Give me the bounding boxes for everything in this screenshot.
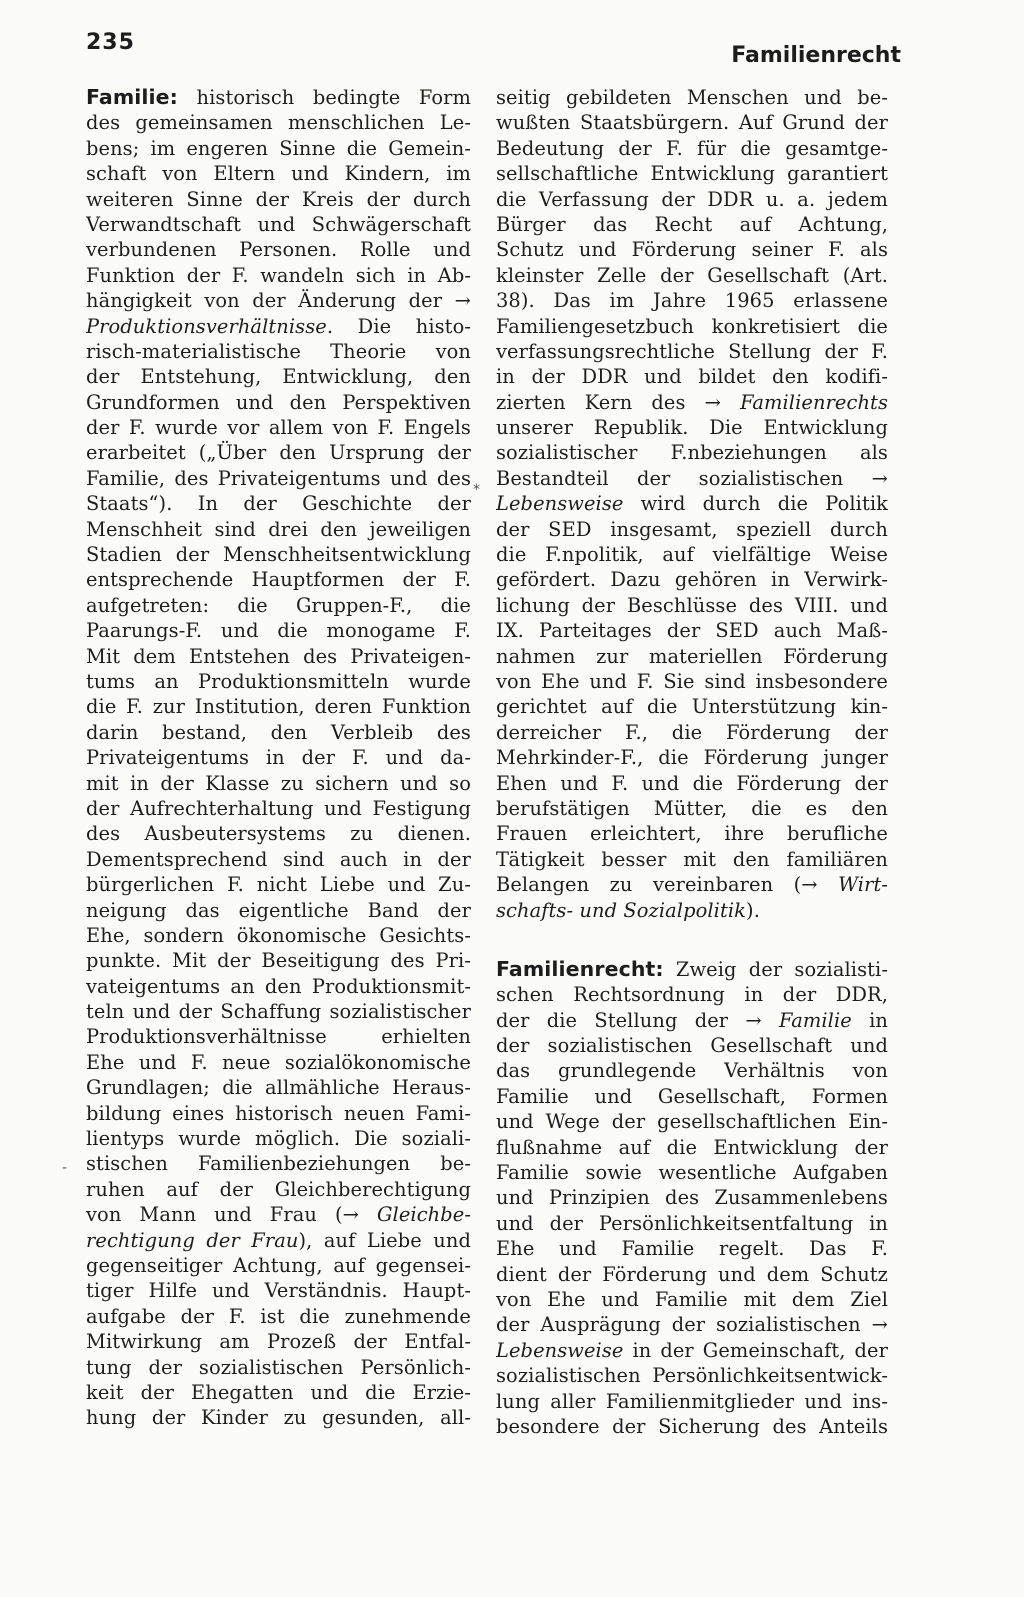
text-segment: neigung das eigentliche Band der	[86, 898, 471, 922]
text-segment: von Mann und Frau (→	[86, 1203, 377, 1227]
text-segment: das grundlegende Verhältnis von	[496, 1059, 888, 1083]
text-line	[86, 1380, 471, 1405]
entry-familie-continuation	[496, 85, 888, 923]
text-line	[86, 745, 471, 770]
text-segment: derreicher F., die Förderung der	[496, 720, 888, 744]
text-segment: die Verfassung der DDR u. a. jedem	[496, 187, 888, 211]
margin-dash-mark: -	[62, 1160, 68, 1176]
text-segment: in der Gemeinschaft, der	[623, 1338, 888, 1362]
text-line	[86, 974, 471, 999]
text-line	[86, 85, 471, 110]
text-segment: unserer Republik. Die Entwicklung	[496, 416, 888, 440]
text-segment: besondere der Sicherung des Anteils	[496, 1414, 888, 1438]
text-segment: Menschheit sind drei den jeweiligen	[86, 517, 471, 541]
text-line	[86, 390, 471, 415]
text-line	[496, 1236, 888, 1261]
text-segment: Die histo-	[333, 314, 471, 338]
text-line	[496, 1312, 888, 1337]
text-line	[496, 1033, 888, 1058]
text-line	[496, 669, 888, 694]
text-segment: keit der Ehegatten und die Erzie-	[86, 1380, 471, 1404]
text-line	[86, 517, 471, 542]
text-segment: Ehe und Familie regelt. Das F.	[496, 1237, 888, 1261]
text-segment: lung aller Familienmitglieder und ins-	[496, 1389, 888, 1413]
text-segment: Ehe und F. neue sozialökonomische	[86, 1050, 471, 1074]
text-line	[496, 898, 888, 923]
page-number: 235	[86, 30, 135, 55]
text-segment: 38). Das im Jahre 1965 erlassene	[496, 289, 888, 313]
text-segment: Familie und Gesellschaft, Formen	[496, 1084, 888, 1108]
text-line	[86, 847, 471, 872]
text-segment: weiteren Sinne der Kreis der durch	[86, 187, 471, 211]
text-line	[86, 491, 471, 516]
text-line	[496, 110, 888, 135]
text-segment: tiger Hilfe und Verständnis. Haupt-	[86, 1279, 471, 1303]
text-line	[496, 440, 888, 465]
text-line	[86, 1126, 471, 1151]
text-line	[496, 237, 888, 262]
text-line	[496, 263, 888, 288]
text-line	[86, 110, 471, 135]
text-segment: entsprechende Hauptformen der F.	[86, 568, 471, 592]
cross-reference: Wirt-	[838, 873, 888, 897]
text-line	[496, 618, 888, 643]
text-segment: die F. zur Institution, deren Funktion	[86, 695, 471, 719]
text-segment: stischen Familienbeziehungen be-	[86, 1152, 471, 1176]
text-segment: Bedeutung der F. für die gesamtge-	[496, 136, 888, 160]
text-segment: bürgerlichen F. nicht Liebe und Zu-	[86, 873, 471, 897]
text-segment: zierten Kern des →	[496, 390, 741, 414]
text-segment: Tätigkeit besser mit den familiären	[496, 847, 888, 871]
text-segment: Bürger das Recht auf Achtung,	[496, 212, 888, 236]
text-segment: darin bestand, den Verbleib des	[86, 720, 471, 744]
cross-reference: Familienrechts	[740, 390, 888, 414]
text-line	[86, 1151, 471, 1176]
text-segment: der SED insgesamt, speziell durch	[496, 517, 888, 541]
text-segment: verfassungsrechtliche Stellung der F.	[496, 339, 888, 363]
cross-reference: schafts- und Sozialpolitik	[496, 898, 747, 922]
text-line	[86, 1075, 471, 1100]
text-segment: flußnahme auf die Entwicklung der	[496, 1135, 888, 1159]
text-line	[86, 644, 471, 669]
text-segment: der sozialistischen Gesellschaft und	[496, 1034, 888, 1058]
text-line	[86, 466, 471, 491]
text-line	[496, 1363, 888, 1388]
text-segment: gefördert. Dazu gehören in Verwirk-	[496, 568, 888, 592]
text-line	[496, 982, 888, 1007]
right-column	[496, 85, 888, 1439]
cross-reference: Familie	[778, 1008, 852, 1032]
text-segment: und Prinzipien des Zusammenlebens	[496, 1186, 888, 1210]
text-segment: ruhen auf der Gleichberechtigung	[86, 1177, 471, 1201]
text-line	[496, 1389, 888, 1414]
text-segment: vateigentums an den Produktionsmit-	[86, 974, 471, 998]
text-segment: der Entstehung, Entwicklung, den	[86, 365, 471, 389]
text-line	[496, 593, 888, 618]
text-line	[86, 440, 471, 465]
text-line	[496, 314, 888, 339]
text-line	[496, 720, 888, 745]
left-column	[86, 85, 471, 1431]
text-segment: aufgabe der F. ist die zunehmende	[86, 1304, 471, 1328]
text-segment: Paarungs-F. und die monogame F.	[86, 619, 471, 643]
text-segment: in der DDR und bildet den kodifi-	[496, 365, 888, 389]
text-line	[496, 1008, 888, 1033]
text-line	[86, 237, 471, 262]
text-segment: aufgetreten: die Gruppen-F., die	[86, 593, 471, 617]
text-line	[86, 1405, 471, 1430]
text-line	[496, 745, 888, 770]
text-line	[496, 1211, 888, 1236]
text-line	[496, 212, 888, 237]
text-line	[86, 694, 471, 719]
text-line	[496, 1287, 888, 1312]
text-line	[496, 1185, 888, 1210]
text-segment: verbundenen Personen. Rolle und	[86, 238, 471, 262]
text-segment: risch-materialistische Theorie von	[86, 339, 471, 363]
text-segment: Funktion der F. wandeln sich in Ab-	[86, 263, 471, 287]
cross-reference: rechtigung der Frau	[86, 1228, 299, 1252]
text-segment: schaft von Eltern und Kindern, im	[86, 162, 471, 186]
text-segment: Produktionsverhältnisse erhielten	[86, 1025, 471, 1049]
text-line	[86, 567, 471, 592]
text-segment: seitig gebildeten Menschen und be-	[496, 86, 888, 109]
text-segment: Mehrkinder-F., die Förderung junger	[496, 746, 888, 770]
text-segment: sozialistischen Persönlichkeitsentwick-	[496, 1364, 888, 1388]
text-segment: lichung der Beschlüsse des VIII. und	[496, 593, 888, 617]
text-segment: ), auf Liebe und	[298, 1228, 471, 1252]
text-line	[86, 542, 471, 567]
cross-reference: Produktionsverhältnisse.	[86, 314, 334, 338]
text-line	[496, 364, 888, 389]
text-line	[86, 872, 471, 897]
text-segment: punkte. Mit der Beseitigung des Pri-	[86, 949, 471, 973]
text-segment: Familie sowie wesentliche Aufgaben	[496, 1161, 888, 1185]
text-segment: wird durch die Politik	[623, 492, 888, 516]
text-segment: von Ehe und F. Sie sind insbesondere	[496, 669, 888, 693]
text-line	[86, 187, 471, 212]
text-segment: mit in der Klasse zu sichern und so	[86, 771, 471, 795]
text-line	[496, 339, 888, 364]
text-line	[86, 796, 471, 821]
text-segment: Ehen und F. und die Förderung der	[496, 771, 888, 795]
text-segment: kleinster Zelle der Gesellschaft (Art.	[496, 263, 888, 287]
text-line	[496, 771, 888, 796]
text-segment: ).	[746, 898, 760, 922]
text-segment: in	[851, 1008, 888, 1032]
text-line	[496, 1262, 888, 1287]
text-segment: des Ausbeutersystems zu dienen.	[86, 822, 471, 846]
text-line	[496, 1109, 888, 1134]
text-line	[496, 415, 888, 440]
text-segment: tung der sozialistischen Persönlich-	[86, 1355, 471, 1379]
text-segment: die F.npolitik, auf vielfältige Weise	[496, 543, 888, 567]
entry-gap	[496, 923, 888, 957]
running-head: Familienrecht	[731, 43, 901, 68]
text-line	[496, 821, 888, 846]
text-line	[496, 644, 888, 669]
text-line	[496, 466, 888, 491]
text-segment: Privateigentums in der F. und da-	[86, 746, 471, 770]
text-segment: der Ausprägung der sozialistischen →	[496, 1313, 888, 1337]
text-line	[86, 1101, 471, 1126]
text-line	[496, 85, 888, 110]
text-line	[496, 1414, 888, 1439]
text-line	[86, 161, 471, 186]
text-segment: berufstätigen Mütter, die es den	[496, 796, 888, 820]
text-line	[86, 771, 471, 796]
text-line	[496, 847, 888, 872]
text-segment: der die Stellung der →	[496, 1008, 779, 1032]
text-line	[86, 1050, 471, 1075]
text-line	[496, 491, 888, 516]
text-segment: und der Persönlichkeitsentfaltung in	[496, 1211, 888, 1235]
text-segment: Mitwirkung am Prozeß der Entfal-	[86, 1330, 471, 1354]
text-segment: hängigkeit von der Änderung der →	[86, 289, 471, 313]
text-line	[86, 898, 471, 923]
text-segment: nahmen zur materiellen Förderung	[496, 644, 888, 668]
text-line	[86, 948, 471, 973]
text-segment: und Wege der gesellschaftlichen Ein-	[496, 1110, 888, 1134]
text-segment: lientyps wurde möglich. Die soziali-	[86, 1127, 471, 1151]
text-line	[86, 1202, 471, 1227]
text-line	[496, 1058, 888, 1083]
text-line	[496, 567, 888, 592]
text-segment: Staats“). In der Geschichte der	[86, 492, 471, 516]
text-line	[86, 1253, 471, 1278]
text-segment: Dementsprechend sind auch in der	[86, 847, 471, 871]
text-segment: Belangen zu vereinbaren (→	[496, 873, 839, 897]
text-line	[496, 288, 888, 313]
text-segment: von Ehe und Familie mit dem Ziel	[496, 1287, 888, 1311]
cross-reference: Lebensweise	[496, 492, 624, 516]
text-line	[86, 1228, 471, 1253]
text-line	[496, 957, 888, 982]
text-segment: Schutz und Förderung seiner F. als	[496, 238, 888, 262]
text-line	[496, 694, 888, 719]
text-segment: der Aufrechterhaltung und Festigung	[86, 796, 471, 820]
text-line	[86, 1355, 471, 1380]
text-segment: Grundlagen; die allmähliche Heraus-	[86, 1076, 471, 1100]
text-segment: der F. wurde vor allem von F. Engels	[86, 416, 471, 440]
text-line	[496, 136, 888, 161]
text-line	[86, 314, 471, 339]
text-segment: IX. Parteitages der SED auch Maß-	[496, 619, 888, 643]
text-segment: teln und der Schaffung sozialistischer	[86, 1000, 471, 1024]
text-segment: schen Rechtsordnung in der DDR,	[496, 983, 888, 1007]
text-line	[86, 263, 471, 288]
headword: Familienrecht:	[496, 956, 664, 981]
text-line	[86, 593, 471, 618]
text-line	[496, 542, 888, 567]
text-segment: gerichtet auf die Unterstützung kin-	[496, 695, 888, 719]
text-line	[86, 1329, 471, 1354]
text-line	[496, 1160, 888, 1185]
text-line	[496, 1338, 888, 1363]
text-segment: sozialistischer F.nbeziehungen als	[496, 441, 888, 465]
text-line	[86, 923, 471, 948]
text-line	[496, 187, 888, 212]
text-line	[86, 1278, 471, 1303]
text-segment: sellschaftliche Entwicklung garantiert	[496, 162, 888, 186]
entry-familienrecht	[496, 957, 888, 1439]
text-segment: Grundformen und den Perspektiven	[86, 390, 471, 414]
margin-asterisk-mark: *	[473, 482, 480, 498]
text-segment: Familie, des Privateigentums und des	[86, 466, 471, 490]
text-line	[86, 288, 471, 313]
text-line	[496, 1084, 888, 1109]
text-segment: bildung eines historisch neuen Fami-	[86, 1101, 471, 1125]
text-segment: Stadien der Menschheitsentwicklung	[86, 543, 471, 567]
text-segment: wußten Staatsbürgern. Auf Grund der	[496, 111, 888, 135]
text-line	[496, 872, 888, 897]
text-line	[86, 1304, 471, 1329]
text-line	[86, 720, 471, 745]
text-line	[86, 415, 471, 440]
text-segment: Ehe, sondern ökonomische Gesichts-	[86, 923, 471, 947]
text-line	[86, 212, 471, 237]
text-line	[86, 821, 471, 846]
text-segment: erarbeitet („Über den Ursprung der	[86, 441, 471, 465]
text-line	[86, 339, 471, 364]
text-segment: Verwandtschaft und Schwägerschaft	[86, 212, 471, 236]
text-line	[496, 1135, 888, 1160]
text-segment: bens; im engeren Sinne die Gemein-	[86, 136, 471, 160]
text-line	[86, 136, 471, 161]
text-segment: Mit dem Entstehen des Privateigen-	[86, 644, 471, 668]
text-line	[86, 669, 471, 694]
text-segment: Familiengesetzbuch konkretisiert die	[496, 314, 888, 338]
text-line	[86, 364, 471, 389]
text-line	[496, 161, 888, 186]
cross-reference: Gleichbe-	[376, 1203, 471, 1227]
text-segment: historisch bedingte Form	[177, 86, 471, 109]
text-line	[86, 1024, 471, 1049]
cross-reference: Lebensweise	[496, 1338, 624, 1362]
text-segment: dient der Förderung und dem Schutz	[496, 1262, 888, 1286]
text-segment: gegenseitiger Achtung, auf gegensei-	[86, 1253, 471, 1277]
text-segment: Frauen erleichtert, ihre berufliche	[496, 822, 888, 846]
text-segment: Zweig der sozialisti-	[663, 957, 888, 981]
text-segment: tums an Produktionsmitteln wurde	[86, 669, 471, 693]
headword: Familie:	[86, 85, 178, 109]
text-segment: hung der Kinder zu gesunden, all-	[86, 1406, 471, 1430]
text-line	[86, 999, 471, 1024]
text-line	[496, 796, 888, 821]
text-line	[496, 517, 888, 542]
text-line	[496, 390, 888, 415]
text-line	[86, 618, 471, 643]
text-segment: Bestandteil der sozialistischen →	[496, 466, 888, 490]
text-line	[86, 1177, 471, 1202]
text-segment: des gemeinsamen menschlichen Le-	[86, 111, 471, 135]
